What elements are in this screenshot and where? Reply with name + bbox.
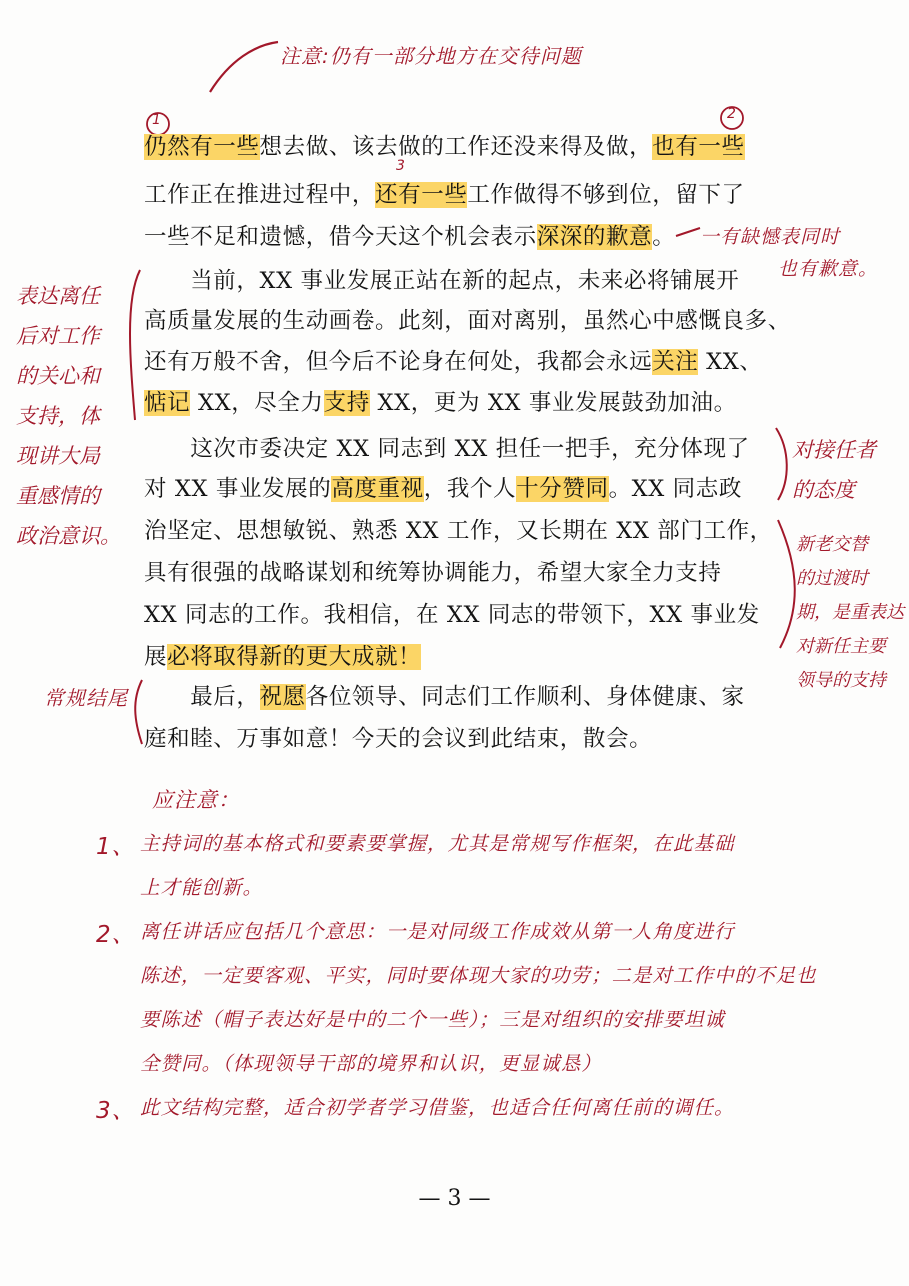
list-item-number: 2、 xyxy=(96,922,136,948)
text-segment: 工作做得不够到位，留下了 xyxy=(467,182,745,208)
printed-line xyxy=(144,472,784,506)
list-item-line: 陈述，一定要客观、平实，同时要体现大家的功劳；二是对工作中的不足也 xyxy=(140,964,817,987)
circle-label-1: 1 xyxy=(152,112,162,128)
margin-note-line: 支持，体 xyxy=(16,404,100,428)
text-segment: 。 xyxy=(652,224,676,250)
printed-line xyxy=(144,220,784,254)
text-segment: 一些不足和遗憾，借今天这个机会表示 xyxy=(144,224,537,250)
section-title: 应注意： xyxy=(152,788,240,812)
highlighted-text: 祝愿 xyxy=(259,684,306,710)
text-segment: 庭和睦、万事如意！今天的会议到此结束，散会。 xyxy=(144,726,653,752)
right-margin-note-1: 一有缺憾表同时 xyxy=(700,226,841,248)
list-item-line: 上才能创新。 xyxy=(140,876,264,899)
top-note-swoosh xyxy=(210,42,278,92)
margin-note-line: 现讲大局 xyxy=(16,444,100,468)
text-segment: XX、 xyxy=(698,349,763,375)
list-item-line: 全赞同。（体现领导干部的境界和认识，更显诚恳） xyxy=(140,1052,602,1075)
text-segment: XX，尽全力 xyxy=(190,390,324,416)
margin-note-line: 重感情的 xyxy=(16,484,100,508)
right-margin-note-3 xyxy=(796,528,906,698)
list-item-line: 要陈述（帽子表达好是中的二个一些）；三是对组织的安排要坦诚 xyxy=(140,1008,725,1031)
text-segment: 具有很强的战略谋划和统筹协调能力，希望大家全力支持 xyxy=(144,560,722,586)
margin-note-line: 表达离任 xyxy=(16,284,100,308)
right-margin-note-1b: 也有歉意。 xyxy=(778,258,879,280)
text-segment: XX，更为 XX 事业发展鼓劲加油。 xyxy=(369,390,737,416)
text-segment: 展 xyxy=(144,644,168,670)
margin-note-line: 对新任主要 xyxy=(796,636,886,657)
text-segment: 各位领导、同志们工作顺利、身体健康、家 xyxy=(305,684,745,710)
printed-line xyxy=(144,680,784,714)
right-margin-note-2 xyxy=(792,430,902,510)
printed-line xyxy=(144,722,784,756)
margin-note-line: 领导的支持 xyxy=(796,670,886,691)
margin-note-line: 的态度 xyxy=(792,478,855,502)
circle-label-3: 3 xyxy=(396,158,406,174)
left-margin-note-1 xyxy=(16,276,136,556)
margin-note-line: 新老交替 xyxy=(796,534,868,555)
highlighted-text: 必将取得新的更大成就！ xyxy=(167,644,422,670)
margin-note-line: 对接任者 xyxy=(792,438,876,462)
text-segment: ，我个人 xyxy=(423,476,517,502)
text-segment: 想去做、该去做的工作还没来得及做， xyxy=(259,134,653,160)
margin-note-line: 的关心和 xyxy=(16,364,100,388)
circle-label-2: 2 xyxy=(727,106,737,122)
text-segment: 对 XX 事业发展的 xyxy=(144,476,332,502)
printed-line xyxy=(144,345,784,379)
highlighted-text: 十分赞同 xyxy=(516,476,609,502)
list-item-line: 此文结构完整，适合初学者学习借鉴，也适合任何离任前的调任。 xyxy=(140,1096,735,1119)
margin-note-line: 的过渡时 xyxy=(796,568,868,589)
text-segment: 当前，XX 事业发展正站在新的起点，未来必将铺展开 xyxy=(144,268,740,294)
text-segment: 工作正在推进过程中， xyxy=(144,182,376,208)
printed-line xyxy=(144,514,784,548)
text-segment: 治坚定、思想敏锐、熟悉 XX 工作，又长期在 XX 部门工作， xyxy=(144,518,773,544)
text-segment: 这次市委决定 XX 同志到 XX 担任一把手，充分体现了 xyxy=(144,436,750,462)
highlighted-text: 仍然有一些 xyxy=(144,134,260,160)
printed-line xyxy=(144,178,784,212)
highlighted-text: 深深的歉意 xyxy=(536,224,653,250)
text-segment: 高质量发展的生动画卷。此刻，面对离别，虽然心中感慨良多、 xyxy=(144,308,791,334)
list-item-line: 主持词的基本格式和要素要掌握，尤其是常规写作框架，在此基础 xyxy=(140,832,735,855)
printed-line xyxy=(144,556,784,590)
text-segment: XX 同志的工作。我相信，在 XX 同志的带领下，XX 事业发 xyxy=(144,602,760,628)
top-handwritten-note: 注意:仍有一部分地方在交待问题 xyxy=(280,44,582,68)
highlighted-text: 关注 xyxy=(652,349,699,375)
printed-line xyxy=(144,386,784,420)
list-item-line: 离任讲话应包括几个意思：一是对同级工作成效从第一人角度进行 xyxy=(140,920,735,943)
text-segment: 还有万般不舍，但今后不论身在何处，我都会永远 xyxy=(144,349,653,375)
printed-line xyxy=(144,264,784,298)
margin-note-line: 政治意识。 xyxy=(16,524,121,548)
left-brace-4 xyxy=(135,680,142,744)
text-segment: 。XX 同志政 xyxy=(608,476,742,502)
highlighted-text: 高度重视 xyxy=(331,476,424,502)
printed-line xyxy=(144,304,791,338)
list-item-number: 3、 xyxy=(96,1098,136,1124)
margin-note-line: 期，是重表达 xyxy=(796,602,904,623)
page-number: — 3 — xyxy=(418,1186,491,1211)
printed-line xyxy=(144,598,784,632)
text-segment: 最后， xyxy=(144,684,260,710)
highlighted-text: 也有一些 xyxy=(652,134,745,160)
printed-line xyxy=(144,130,784,164)
printed-line xyxy=(144,432,784,466)
highlighted-text: 还有一些 xyxy=(375,182,468,208)
highlighted-text: 支持 xyxy=(323,390,370,416)
highlighted-text: 惦记 xyxy=(144,390,191,416)
list-item-number: 1、 xyxy=(96,834,136,860)
margin-note-line: 后对工作 xyxy=(16,324,100,348)
printed-line xyxy=(144,640,784,674)
left-margin-note-2: 常规结尾 xyxy=(44,686,128,710)
